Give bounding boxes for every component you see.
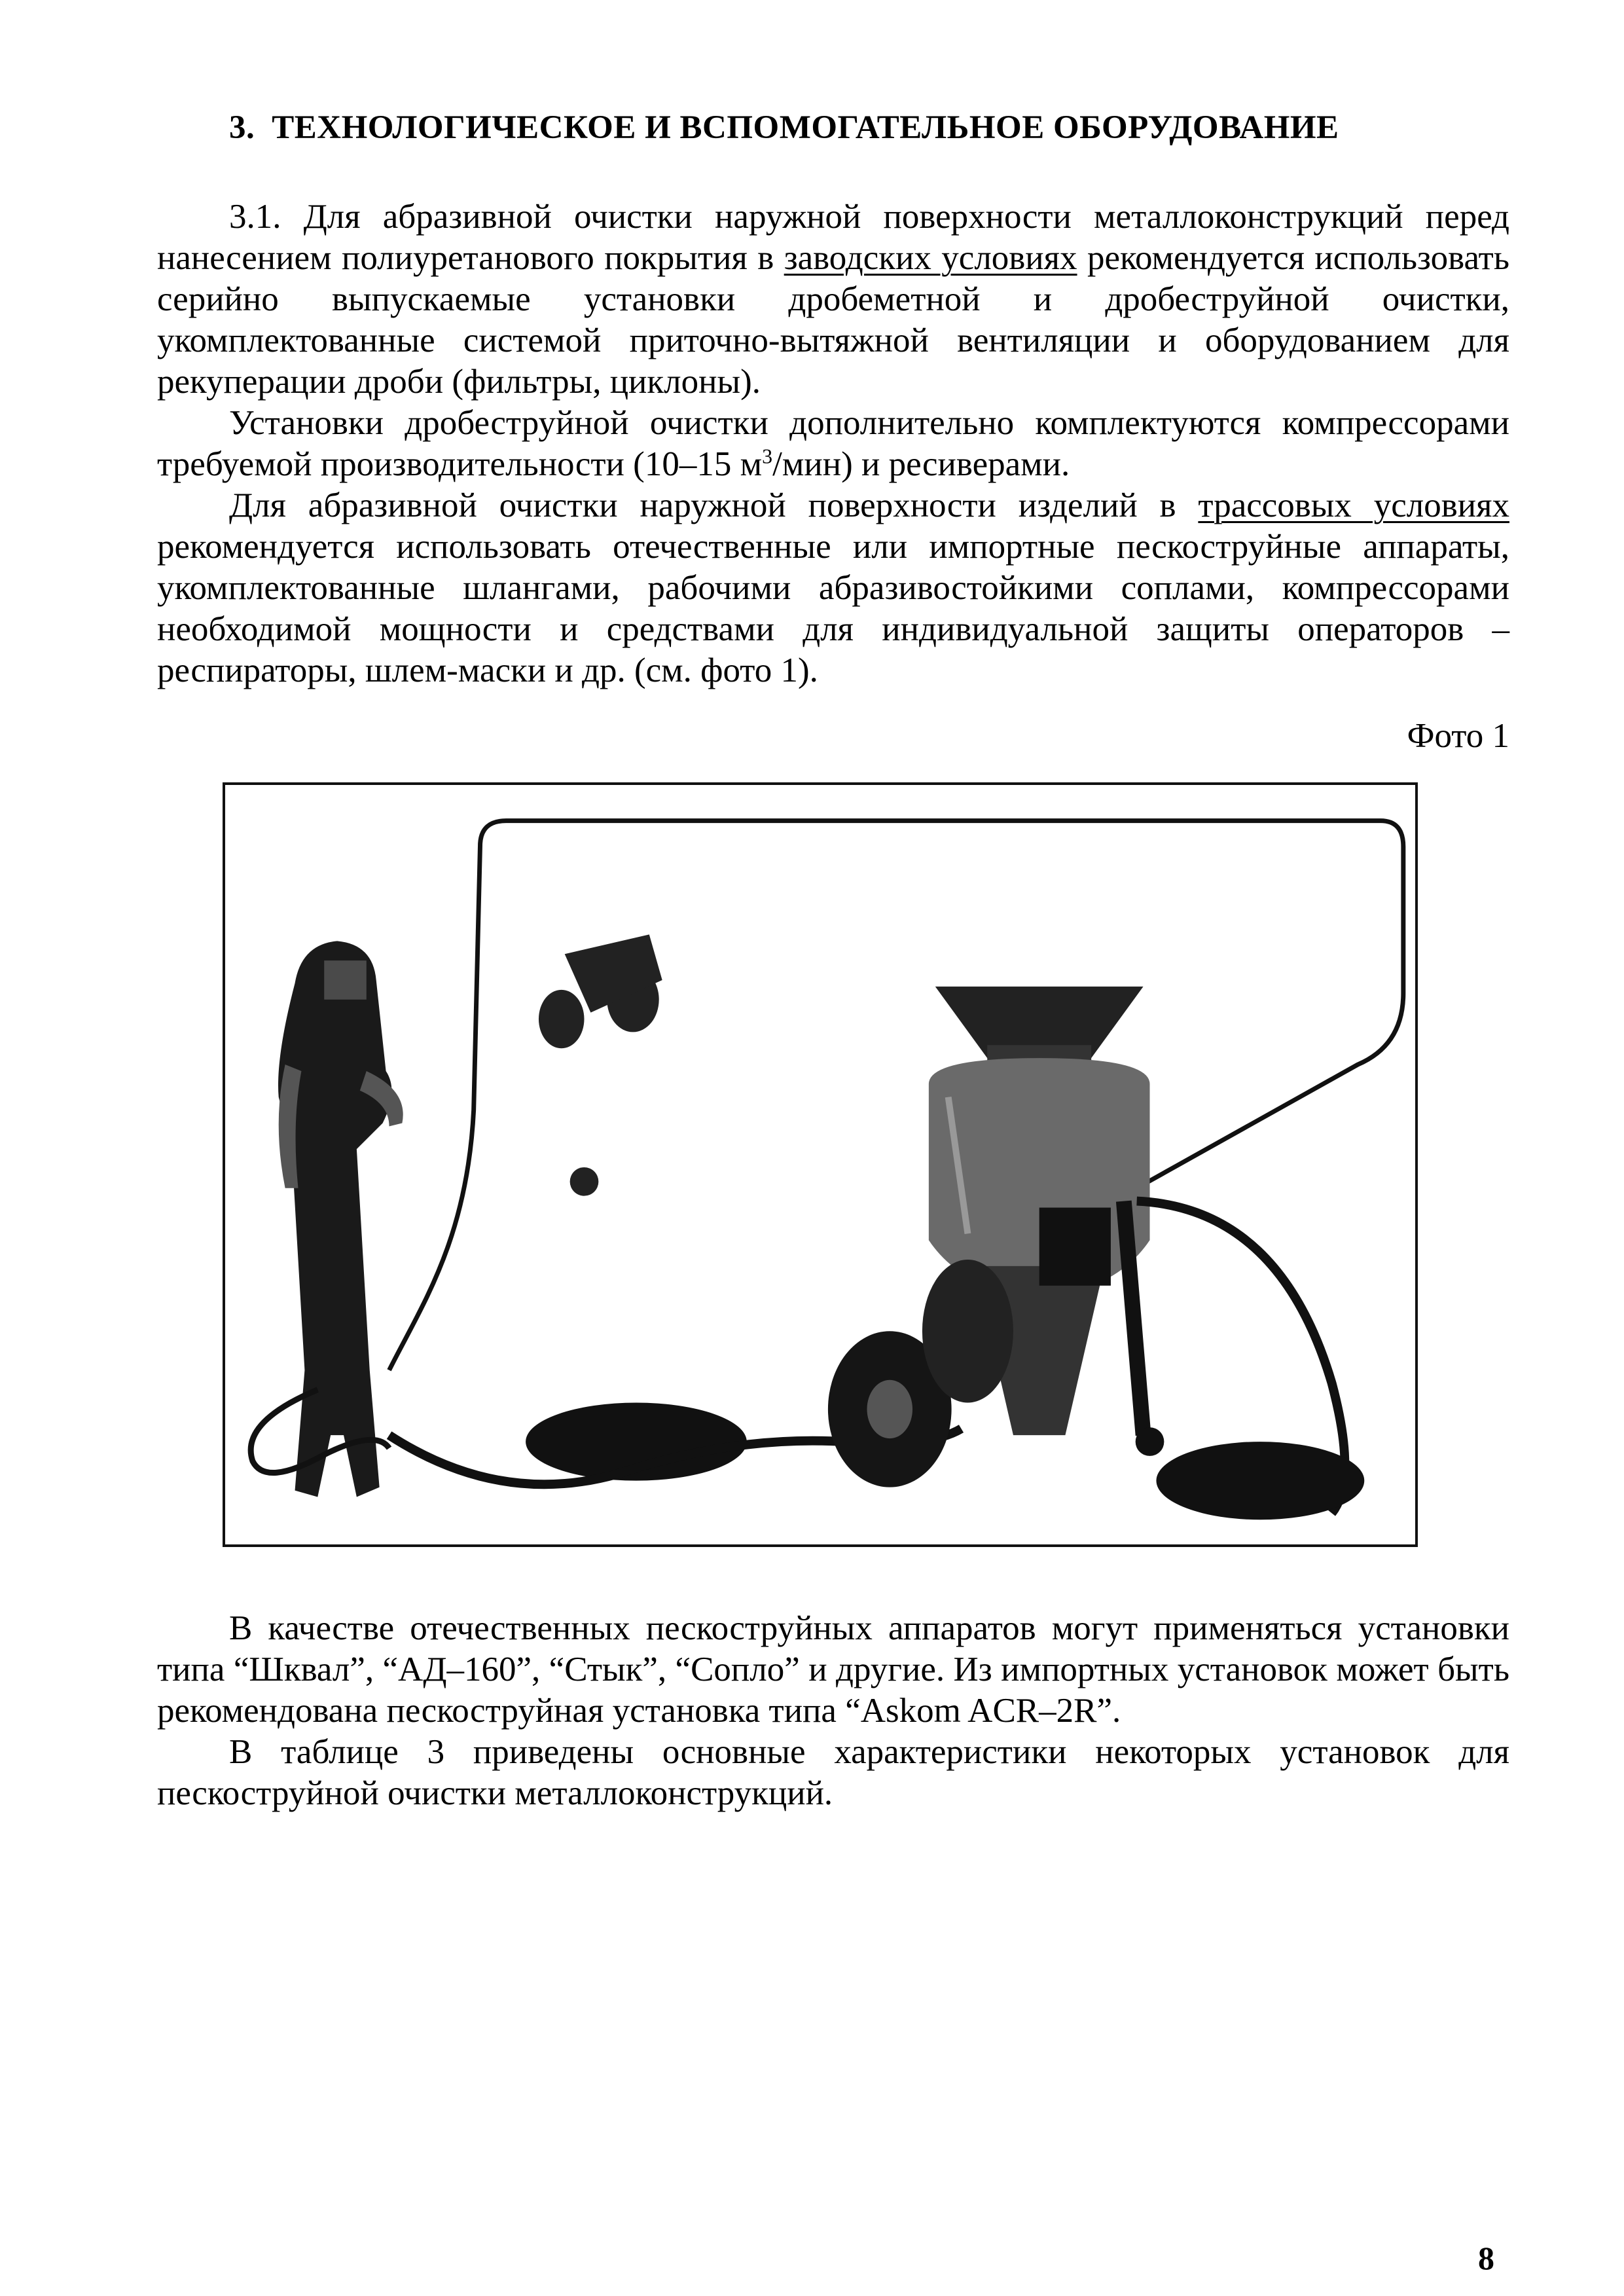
section-title: ТЕХНОЛОГИЧЕСКОЕ И ВСПОМОГАТЕЛЬНОЕ ОБОРУДОВАНИЕ <box>272 109 1339 146</box>
photo-caption: Фото 1 <box>1407 717 1509 755</box>
paragraph-table-3: В таблице 3 приведены основные характеристики некоторых установок для пескоструйной очистки металлоконструкций. <box>157 1733 1509 1812</box>
body-text-bottom <box>157 1608 1509 1814</box>
underlined-field-conditions: трассовых условиях <box>1198 486 1509 524</box>
paragraph-domestic-units: В качестве отечественных пескоструйных аппаратов могут применяться установки типа “Шквал”, “АД–160”, “Стык”, “Сопло” и другие. Из импортных установок может быть рекомендована пескоструйная установка типа “Askom ACR–2R”. <box>157 1609 1509 1730</box>
photo-sandblasting-equipment <box>223 782 1418 1547</box>
underlined-factory-conditions: заводских условиях <box>784 239 1077 277</box>
body-text-top <box>157 196 1509 691</box>
section-number: 3. <box>229 109 255 146</box>
page-number: 8 <box>1478 2240 1494 2276</box>
air-hose <box>389 821 1403 1370</box>
sandblaster-illustration <box>225 785 1415 1544</box>
paragraph-3-1: 3.1. Для абразивной очистки наружной поверхности металлоконструкций перед нанесением полиуретанового покрытия в заводских условиях рекомендуется использовать серийно выпускаемые установки дробеметной и дробеструйной очистки, укомплектованные системой приточно-вытяжной вентиляции и оборудованием для рекуперации дроби (фильтры, циклоны). <box>157 198 1509 401</box>
section-heading <box>229 109 1473 147</box>
superscript-3: 3 <box>762 444 773 468</box>
operator-figure <box>278 941 403 1497</box>
paragraph-compressors: Установки дробеструйной очистки дополнительно комплектуются компрессорами требуемой производительности (10–15 $м^3/мин$) и ресиверами. <box>157 404 1509 483</box>
hose-coil-right <box>1156 1442 1364 1520</box>
wheel-rear <box>922 1260 1013 1402</box>
paragraph-field-conditions: Для абразивной очистки наружной поверхности изделий в трассовых условиях рекомендуется использовать отечественные или импортные пескоструйные аппараты, укомплектованные шлангами, рабочими абразивостойкими соплами, компрессорами необходимой мощности и средствами для индивидуальной защиты операторов – респираторы, шлем-маски и др. (см. фото 1). <box>157 486 1509 689</box>
small-unit-background <box>539 934 662 1195</box>
